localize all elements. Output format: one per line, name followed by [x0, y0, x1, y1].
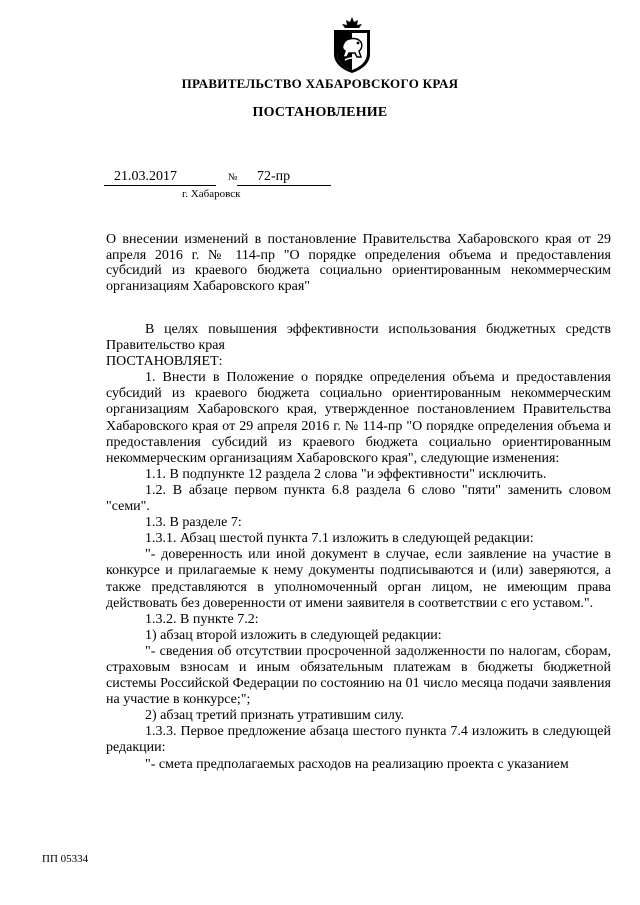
item-1-2-paragraph: 1.2. В абзаце первом пункта 6.8 раздела 6 слово "пяти" заменить словом "семи". — [106, 482, 611, 515]
subitem-2-paragraph: 2) абзац третий признать утратившим силу. — [145, 708, 404, 724]
item-1-1-paragraph: 1.1. В подпункте 12 раздела 2 слова "и эффективности" исключить. — [145, 466, 547, 482]
document-subject: О внесении изменений в постановление Правительства Хабаровского края от 29 апреля 2016 г. № 114-пр "О порядке определения объема и предоставления субсидий из краевого бюджета социально ориентированным некоммерческим организациям Хабаровского края" — [106, 232, 611, 294]
government-title: ПРАВИТЕЛЬСТВО ХАБАРОВСКОГО КРАЯ — [181, 76, 459, 91]
document-date: 21.03.2017 — [114, 169, 177, 184]
document-number: 72-пр — [257, 169, 291, 184]
quoted-text-paragraph: "- доверенность или иной документ в случае, если заявление на участие в конкурсе и прилагаемые к нему документы подписываются и (или) заверяются, а также представляются в уполномоченный орган лицом, не имеющим права действовать без доверенности от имени заявителя в соответствии с его уставом.". — [106, 547, 611, 611]
item-1-3-1-paragraph: 1.3.1. Абзац шестой пункта 7.1 изложить в следующей редакции: — [145, 531, 534, 547]
subitem-1-paragraph: 1) абзац второй изложить в следующей редакции: — [145, 627, 442, 643]
document-body — [106, 322, 611, 773]
city: г. Хабаровск — [182, 188, 241, 200]
quoted-text-paragraph: "- сведения об отсутствии просроченной задолженности по налогам, сборам, страховым взносам и иным обязательным платежам в бюджеты бюджетной системы Российской Федерации по состоянию на 01 число месяца подачи заявления на участие в конкурсе;"; — [106, 643, 611, 708]
date-number-line — [104, 169, 330, 187]
quoted-text-paragraph: "- смета предполагаемых расходов на реализацию проекта с указанием — [145, 756, 569, 772]
item-1-3-3-paragraph: 1.3.3. Первое предложение абзаца шестого пункта 7.4 изложить в следующей редакции: — [106, 724, 611, 756]
preamble-paragraph: В целях повышения эффективности использования бюджетных средств Правительство края — [106, 322, 611, 354]
number-sign: № — [228, 172, 238, 183]
khabarovsk-coat-of-arms-icon — [331, 16, 373, 74]
item-1-paragraph: 1. Внести в Положение о порядке определения объема и предоставления субсидий из краевого бюджета социально ориентированным некоммерческим организациям Хабаровского края, утвержденное постановлением Правительства Хабаровского края от 29 апреля 2016 г. № 114-пр "О порядке определения объема и предоставления субсидий из краевого бюджета социально ориентированным некоммерческим организациям Хабаровского края", следующие изменения: — [106, 370, 611, 466]
number-underline — [237, 185, 331, 186]
date-underline — [104, 185, 216, 186]
document-kind: ПОСТАНОВЛЕНИЕ — [252, 105, 388, 120]
item-1-3-paragraph: 1.3. В разделе 7: — [145, 515, 242, 531]
document-code: ПП 05334 — [42, 853, 89, 865]
item-1-3-2-paragraph: 1.3.2. В пункте 7.2: — [145, 611, 259, 627]
resolves-heading: ПОСТАНОВЛЯЕТ: — [106, 354, 223, 370]
